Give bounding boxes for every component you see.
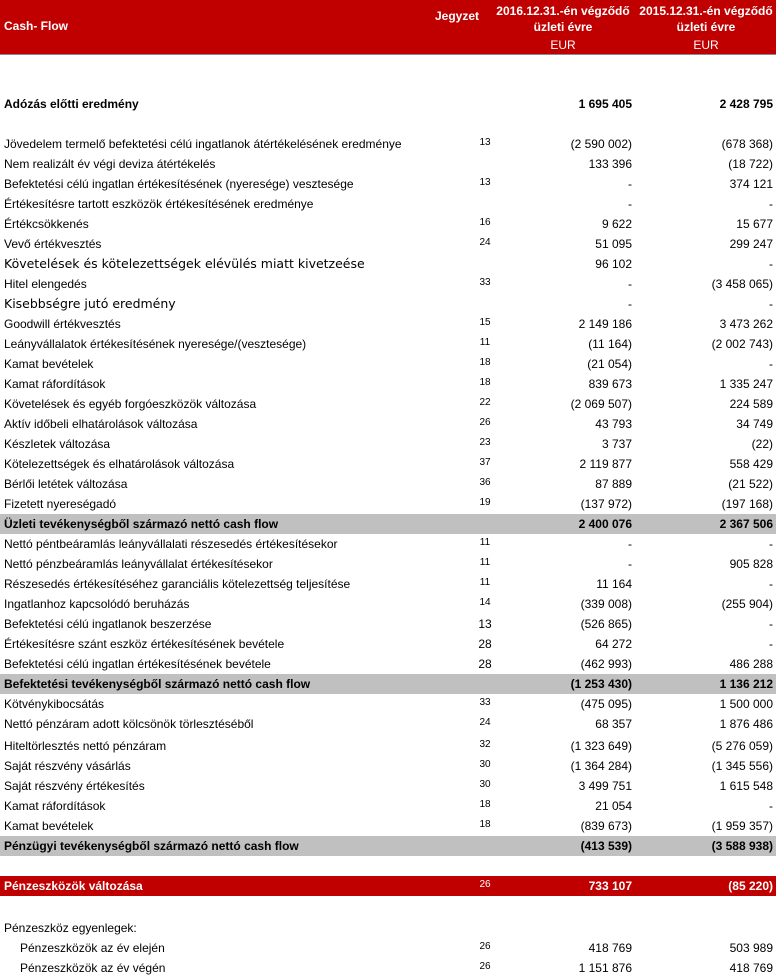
header-divider: [0, 54, 776, 55]
row-value-2016: 87 889: [595, 477, 632, 491]
table-row: [0, 454, 776, 474]
total-cash-change: [0, 876, 776, 896]
row-value-2015: -: [769, 357, 773, 371]
row-value-2015: 34 749: [736, 417, 773, 431]
row-label: Bérlői letétek változása: [4, 477, 128, 491]
table-row: [0, 294, 776, 314]
column-header-2016-line2: üzleti évre: [533, 20, 593, 34]
table-row: [0, 394, 776, 414]
row-note: 13: [479, 177, 491, 188]
table-row: [0, 958, 776, 978]
row-value-2016: (137 972): [580, 497, 632, 511]
row-note: 11: [479, 337, 491, 348]
row-value-2015: 418 769: [729, 961, 773, 975]
table-row: [0, 614, 776, 634]
note-column-header: Jegyzet: [434, 9, 480, 23]
row-note: 18: [479, 357, 491, 368]
row-label: Kamat ráfordítások: [4, 377, 106, 391]
row-label: Leányvállalatok értékesítésének nyeresége/(vesztesége): [4, 337, 307, 351]
row-value-2016: -: [628, 197, 632, 211]
row-value-2015: 1 876 486: [719, 717, 773, 731]
table-row: [0, 554, 776, 574]
row-label: Adózás előtti eredmény: [4, 97, 139, 111]
row-label: Üzleti tevékenységből származó nettó cash flow: [4, 517, 279, 531]
row-note: 18: [479, 819, 491, 830]
row-value-2016: 96 102: [595, 257, 632, 271]
column-header-2015-line1: 2015.12.31.-én végződő: [639, 4, 773, 18]
row-value-2016: 43 793: [595, 417, 632, 431]
row-value-2015: 905 828: [729, 557, 773, 571]
row-value-2015: (2 002 743): [711, 337, 773, 351]
row-label: Befektetési célú ingatlanok beszerzése: [4, 617, 212, 631]
row-label: Pénzeszköz egyenlegek:: [4, 921, 137, 935]
row-value-2016: (2 069 507): [570, 397, 632, 411]
table-row: [0, 334, 776, 354]
row-note: 33: [479, 697, 491, 708]
table-header: [0, 0, 776, 54]
row-value-2015: -: [769, 577, 773, 591]
row-value-2016: 1 151 876: [578, 961, 632, 975]
row-value-2016: (1 253 430): [570, 677, 632, 691]
row-value-2016: 51 095: [595, 237, 632, 251]
row-value-2015: (255 904): [721, 597, 773, 611]
row-value-2015: 374 121: [729, 177, 773, 191]
row-value-2015: 486 288: [729, 657, 773, 671]
row-note: 28: [478, 637, 492, 651]
row-value-2015: -: [769, 617, 773, 631]
row-value-2016: (2 590 002): [570, 137, 632, 151]
row-label: Kamat bevételek: [4, 819, 94, 833]
row-note: 19: [479, 497, 491, 508]
row-value-2016: 418 769: [588, 941, 632, 955]
row-note: 24: [479, 717, 491, 728]
table-row: [0, 414, 776, 434]
row-label: Fizetett nyereségadó: [4, 497, 117, 511]
row-value-2015: (1 959 357): [711, 819, 773, 833]
row-value-2015: -: [769, 637, 773, 651]
table-row: [0, 494, 776, 514]
row-note: 15: [479, 317, 491, 328]
row-value-2015: 2 367 506: [719, 517, 773, 531]
row-note: 22: [479, 397, 491, 408]
row-value-2016: 2 119 877: [579, 457, 632, 471]
row-value-2016: 2 149 186: [578, 317, 632, 331]
table-row: [0, 174, 776, 194]
row-note: 11: [479, 557, 491, 568]
row-note: 18: [479, 799, 491, 810]
row-value-2016: 733 107: [588, 879, 632, 893]
table-row: [0, 574, 776, 594]
row-value-2015: 1 500 000: [719, 697, 773, 711]
row-value-2016: (339 008): [580, 597, 632, 611]
row-value-2015: -: [769, 799, 773, 813]
row-value-2015: 224 589: [729, 397, 773, 411]
table-row: [0, 594, 776, 614]
row-value-2015: -: [769, 257, 773, 271]
table-title: Cash- Flow: [4, 19, 69, 33]
table-row: [0, 474, 776, 494]
row-value-2015: 299 247: [729, 237, 773, 251]
row-value-2016: (462 993): [580, 657, 632, 671]
row-label: Hiteltörlesztés nettó pénzáram: [4, 739, 167, 753]
table-row: [0, 274, 776, 294]
row-note: 30: [479, 779, 491, 790]
row-value-2015: -: [769, 537, 773, 551]
row-label: Kötelezettségek és elhatárolások változása: [4, 457, 235, 471]
row-value-2016: 3 737: [601, 437, 632, 451]
row-note: 37: [479, 457, 491, 468]
row-value-2016: 21 054: [595, 799, 632, 813]
row-label: Készletek változása: [4, 437, 111, 451]
row-value-2016: -: [628, 557, 632, 571]
row-label: Részesedés értékesítéséhez garanciális kötelezettség teljesítése: [4, 577, 351, 591]
row-value-2016: 3 499 751: [578, 779, 632, 793]
row-note: 23: [479, 437, 491, 448]
row-value-2016: (21 054): [587, 357, 632, 371]
row-value-2015: 1 615 548: [719, 779, 773, 793]
row-value-2016: (1 323 649): [570, 739, 632, 753]
row-label: Ingatlanhoz kapcsolódó beruházás: [4, 597, 190, 611]
row-note: 13: [478, 617, 492, 631]
row-label: Pénzeszközök változása: [4, 879, 143, 893]
row-value-2016: 839 673: [588, 377, 632, 391]
row-note: 33: [479, 277, 491, 288]
row-value-2015: 3 473 262: [719, 317, 773, 331]
table-row: [0, 354, 776, 374]
row-label: Kamat bevételek: [4, 357, 94, 371]
row-value-2015: 2 428 795: [719, 97, 773, 111]
row-value-2015: (3 588 938): [711, 839, 773, 853]
table-row: [0, 938, 776, 958]
row-value-2015: (678 368): [721, 137, 773, 151]
row-value-2016: (1 364 284): [570, 759, 632, 773]
row-value-2015: 15 677: [736, 217, 773, 231]
row-label: Vevő értékvesztés: [4, 237, 102, 251]
row-label: Nettó péntbeáramlás leányvállalati részesedés értékesítésekor: [4, 537, 338, 551]
row-value-2016: 9 622: [601, 217, 632, 231]
row-value-2015: (18 722): [728, 157, 773, 171]
row-note: 26: [479, 941, 491, 952]
row-note: 32: [479, 739, 491, 750]
table-row: [0, 714, 776, 734]
row-label: Kötvénykibocsátás: [4, 697, 105, 711]
row-value-2015: 1 335 247: [719, 377, 773, 391]
row-note: 28: [478, 657, 492, 671]
table-row: [0, 736, 776, 756]
table-row: [0, 234, 776, 254]
row-profit-before-tax: [0, 94, 776, 114]
row-value-2016: 68 357: [595, 717, 632, 731]
subtotal-operating-cash-flow: [0, 514, 776, 534]
row-note: 16: [479, 217, 491, 228]
table-row: [0, 816, 776, 836]
row-label: Saját részvény vásárlás: [4, 759, 131, 773]
table-row: [0, 694, 776, 714]
row-value-2016: (839 673): [580, 819, 632, 833]
row-label: Kisebbségre jutó eredmény: [4, 296, 176, 311]
column-header-2016: [492, 3, 634, 53]
row-label: Nem realizált év végi deviza átértékelés: [4, 157, 216, 171]
table-row: [0, 194, 776, 214]
row-label: Követelések és egyéb forgóeszközök változása: [4, 397, 257, 411]
table-row: [0, 776, 776, 796]
row-label: Befektetési tevékenységből származó nettó cash flow: [4, 677, 311, 691]
subtotal-financing-cash-flow: [0, 836, 776, 856]
row-value-2015: 503 989: [729, 941, 773, 955]
section-heading-cash-balances: [0, 918, 776, 938]
row-note: 11: [479, 577, 491, 588]
table-row: [0, 634, 776, 654]
row-value-2016: -: [628, 177, 632, 191]
row-value-2016: 1 695 405: [578, 97, 632, 111]
row-value-2015: (22): [751, 437, 773, 451]
row-label: Jövedelem termelő befektetési célú ingatlanok átértékelésének eredménye: [4, 137, 402, 151]
row-label: Értékcsökkenés: [4, 217, 89, 231]
row-note: 26: [479, 417, 491, 428]
row-value-2015: -: [769, 297, 773, 311]
row-value-2015: 1 136 212: [719, 677, 773, 691]
row-label: Befektetési célú ingatlan értékesítésének bevétele: [4, 657, 271, 671]
row-note: 26: [479, 879, 491, 890]
row-label: Befektetési célú ingatlan értékesítésének (nyeresége) vesztesége: [4, 177, 354, 191]
row-value-2016: 133 396: [588, 157, 632, 171]
row-value-2015: 558 429: [729, 457, 773, 471]
row-label: Követelések és kötelezettségek elévülés miatt kivetzeése: [4, 256, 365, 271]
row-label: Pénzeszközök az év végén: [20, 961, 166, 975]
row-label: Kamat ráfordítások: [4, 799, 106, 813]
row-label: Goodwill értékvesztés: [4, 317, 121, 331]
row-value-2016: (11 164): [588, 337, 632, 351]
row-note: 30: [479, 759, 491, 770]
table-row: [0, 314, 776, 334]
table-row: [0, 374, 776, 394]
subtotal-investing-cash-flow: [0, 674, 776, 694]
row-value-2015: (1 345 556): [711, 759, 773, 773]
table-row: [0, 214, 776, 234]
row-note: 18: [479, 377, 491, 388]
table-row: [0, 796, 776, 816]
row-value-2015: (197 168): [721, 497, 773, 511]
column-header-2015-currency: EUR: [693, 38, 719, 52]
row-label: Pénzügyi tevékenységből származó nettó cash flow: [4, 839, 299, 853]
table-row: [0, 434, 776, 454]
table-row: [0, 654, 776, 674]
row-value-2016: 11 164: [596, 577, 632, 591]
row-value-2016: -: [628, 277, 632, 291]
table-row: [0, 254, 776, 274]
column-header-2015: [635, 3, 777, 53]
row-label: Saját részvény értékesítés: [4, 779, 145, 793]
column-header-2015-line2: üzleti évre: [676, 20, 736, 34]
row-value-2016: -: [628, 537, 632, 551]
row-value-2015: (85 220): [728, 879, 773, 893]
table-row: [0, 134, 776, 154]
row-value-2016: 64 272: [595, 637, 632, 651]
row-value-2015: -: [769, 197, 773, 211]
row-note: 14: [479, 597, 491, 608]
row-label: Értékesítésre szánt eszköz értékesítésének bevétele: [4, 637, 285, 651]
row-label: Hitel elengedés: [4, 277, 87, 291]
table-row: [0, 154, 776, 174]
row-note: 26: [479, 961, 491, 972]
table-row: [0, 756, 776, 776]
row-value-2015: (3 458 065): [711, 277, 773, 291]
row-label: Nettó pénzáram adott kölcsönök törlesztéséből: [4, 717, 254, 731]
row-value-2016: -: [628, 297, 632, 311]
row-note: 11: [479, 537, 491, 548]
row-label: Nettó pénzbeáramlás leányvállalat értékesítésekor: [4, 557, 273, 571]
row-label: Aktív időbeli elhatárolások változása: [4, 417, 198, 431]
column-header-2016-line1: 2016.12.31.-én végződő: [496, 4, 630, 18]
row-value-2016: (475 095): [580, 697, 632, 711]
column-header-2016-currency: EUR: [550, 38, 576, 52]
row-note: 13: [479, 137, 491, 148]
table-row: [0, 534, 776, 554]
row-value-2016: (526 865): [580, 617, 632, 631]
row-label: Pénzeszközök az év elején: [20, 941, 165, 955]
row-value-2016: 2 400 076: [578, 517, 632, 531]
row-value-2015: (21 522): [728, 477, 773, 491]
row-label: Értékesítésre tartott eszközök értékesítésének eredménye: [4, 197, 314, 211]
row-note: 36: [479, 477, 491, 488]
row-value-2016: (413 539): [580, 839, 632, 853]
row-note: 24: [479, 237, 491, 248]
row-value-2015: (5 276 059): [711, 739, 773, 753]
